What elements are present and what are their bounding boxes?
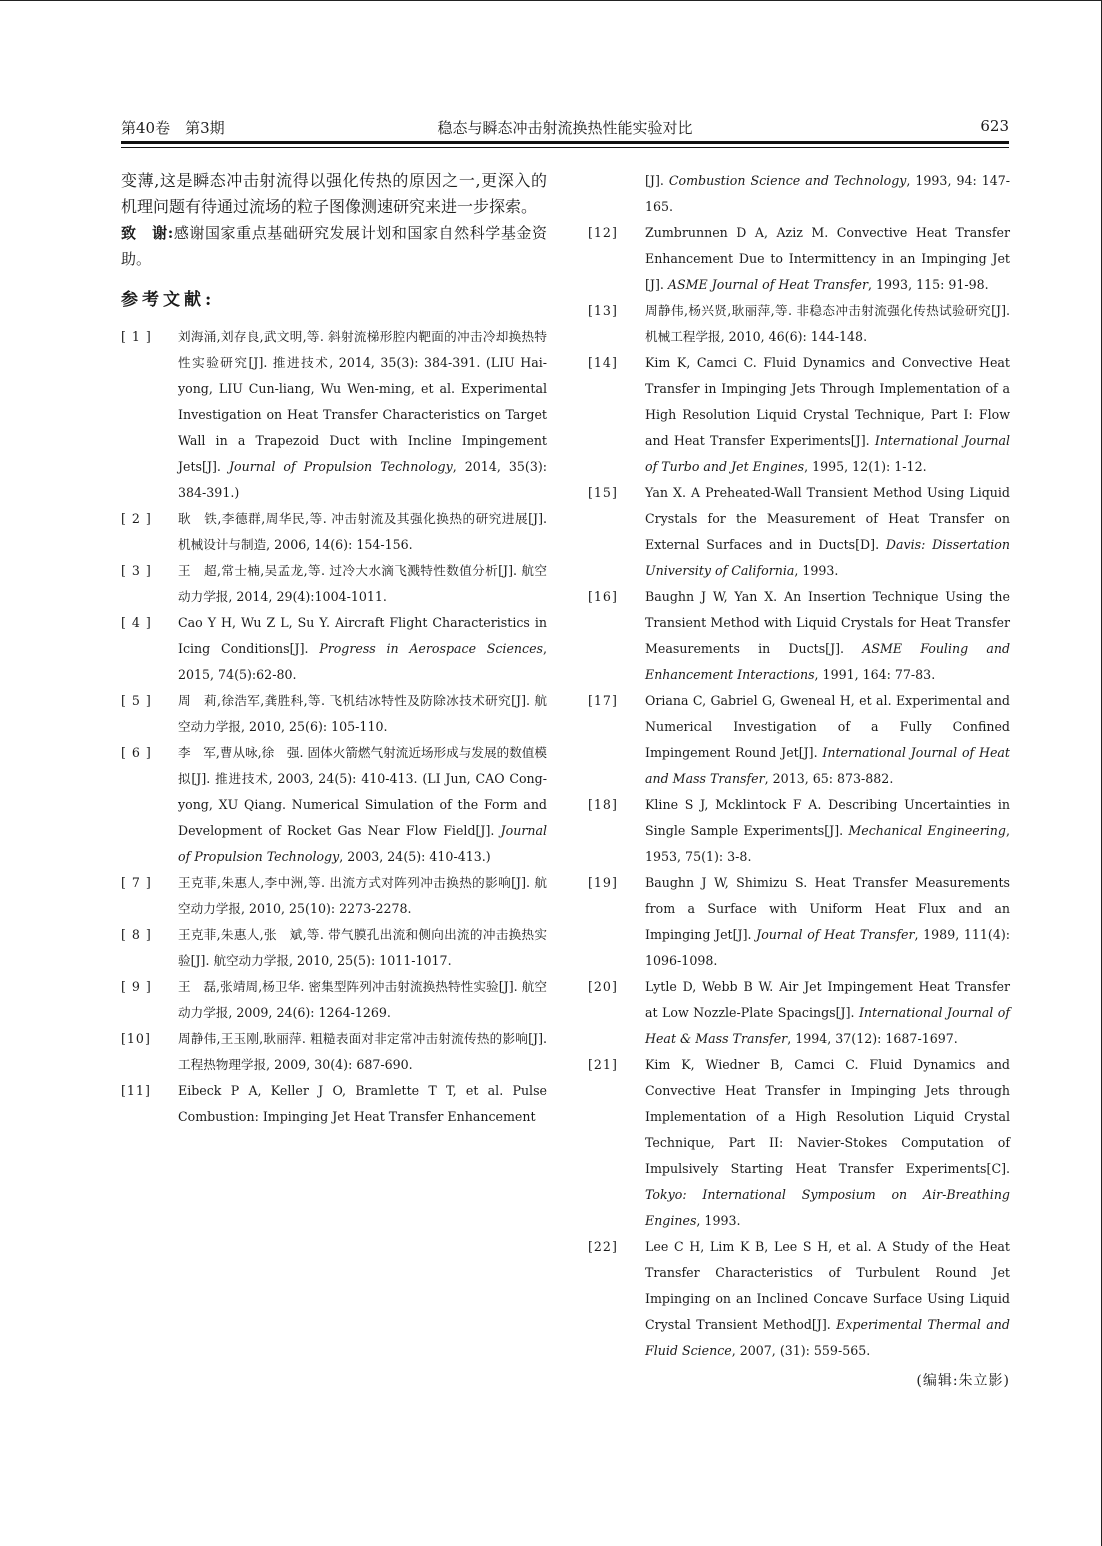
references-heading: 参考文献: (121, 290, 216, 310)
reference-item (121, 1026, 547, 1078)
reference-number: [13] (588, 303, 618, 318)
running-header (121, 117, 1009, 141)
reference-text: 周静伟,王玉刚,耿丽萍. 粗糙表面对非定常冲击射流传热的影响[J]. 工程热物理学报, 2009, 30(4): 687-690. (178, 1031, 547, 1072)
reference-item (121, 688, 547, 740)
reference-number: [15] (588, 485, 618, 500)
body-paragraph: 变薄,这是瞬态冲击射流得以强化传热的原因之一,更深入的机理问题有待通过流场的粒子图像测速研究来进一步探索。 (121, 171, 547, 216)
reference-item (121, 1078, 547, 1130)
reference-text: 周静伟,杨兴贤,耿丽萍,等. 非稳态冲击射流强化传热试验研究[J]. 机械工程学报, 2010, 46(6): 144-148. (645, 303, 1010, 344)
reference-item (588, 792, 1010, 870)
reference-text: 王 超,常士楠,吴孟龙,等. 过冷大水滴飞溅特性数值分析[J]. 航空动力学报, 2014, 29(4):1004-1011. (178, 563, 547, 604)
reference-number: [ 7 ] (121, 875, 152, 890)
reference-number: [ 3 ] (121, 563, 152, 578)
reference-item (121, 610, 547, 688)
reference-number: [ 8 ] (121, 927, 152, 942)
reference-number: [11] (121, 1083, 151, 1098)
page-number: 623 (980, 117, 1009, 135)
reference-number: [16] (588, 589, 618, 604)
reference-text: 王克菲,朱惠人,张 斌,等. 带气膜孔出流和侧向出流的冲击换热实验[J]. 航空动力学报, 2010, 25(5): 1011-1017. (178, 927, 547, 968)
reference-list-right (588, 220, 1010, 1364)
reference-number: [ 1 ] (121, 329, 152, 344)
reference-item (121, 870, 547, 922)
reference-text: 王 磊,张靖周,杨卫华. 密集型阵列冲击射流换热特性实验[J]. 航空动力学报, 2009, 24(6): 1264-1269. (178, 979, 547, 1020)
reference-list-left (121, 324, 547, 1130)
reference-number: [18] (588, 797, 618, 812)
reference-number: [20] (588, 979, 618, 994)
reference-number: [ 5 ] (121, 693, 152, 708)
reference-text: Baughn J W, Yan X. An Insertion Technique Using the Transient Method with Liquid Crystals for Heat Transfer Measurements in Ducts[J]. ASME Fouling and Enhancement Interactions, 1991, 164: 77-83. (645, 589, 1010, 682)
running-title: 稳态与瞬态冲击射流换热性能实验对比 (437, 119, 693, 137)
reference-item (121, 974, 547, 1026)
reference-item (588, 220, 1010, 298)
acknowledgement-label: 致 谢: (121, 224, 174, 242)
reference-number: [ 2 ] (121, 511, 152, 526)
reference-item (121, 740, 547, 870)
reference-text: Kim K, Wiedner B, Camci C. Fluid Dynamics and Convective Heat Transfer in Impinging Jets through Implementation of a High Resolution Liquid Crystal Technique, Part II: Navier-Stokes Computation of Impulsively Starting Heat Transfer Experiments[C]. Tokyo: International Symposium on Air-Breathing Engines, 1993. (645, 1057, 1010, 1228)
reference-item (121, 922, 547, 974)
reference-number: [17] (588, 693, 618, 708)
reference-text: Kim K, Camci C. Fluid Dynamics and Convective Heat Transfer in Impinging Jets Through Implementation of a High Resolution Liquid Crystal Technique, Part I: Flow and Heat Transfer Experiments[J]. International Journal of Turbo and Jet Engines, 1995, 12(1): 1-12. (645, 355, 1010, 474)
header-rule-thick (121, 141, 1009, 144)
reference-item (588, 298, 1010, 350)
reference-item (588, 870, 1010, 974)
reference-text: Cao Y H, Wu Z L, Su Y. Aircraft Flight Characteristics in Icing Conditions[J]. Progress in Aerospace Sciences, 2015, 74(5):62-80. (178, 615, 547, 682)
reference-number: [ 4 ] (121, 615, 152, 630)
reference-item (588, 350, 1010, 480)
editor-credit: (编辑:朱立影) (916, 1373, 1010, 1389)
reference-item (588, 1234, 1010, 1364)
reference-item (588, 1052, 1010, 1234)
reference-text: Baughn J W, Shimizu S. Heat Transfer Measurements from a Surface with Uniform Heat Flux and an Impinging Jet[J]. Journal of Heat Transfer, 1989, 111(4): 1096-1098. (645, 875, 1011, 968)
volume-issue: 第40卷 第3期 (121, 119, 225, 137)
reference-text: 耿 铁,李德群,周华民,等. 冲击射流及其强化换热的研究进展[J]. 机械设计与制造, 2006, 14(6): 154-156. (178, 511, 547, 552)
reference-text: Oriana C, Gabriel G, Gweneal H, et al. Experimental and Numerical Investigation of a Fully Confined Impingement Round Jet[J]. International Journal of Heat and Mass Transfer, 2013, 65: 873-882. (645, 693, 1010, 786)
acknowledgement (121, 220, 547, 272)
reference-text: Yan X. A Preheated-Wall Transient Method Using Liquid Crystals for the Measurement of Heat Transfer on External Surfaces and in Ducts[D]. Davis: Dissertation University of California, 1993. (645, 485, 1010, 578)
reference-text: 李 军,曹从咏,徐 强. 固体火箭燃气射流近场形成与发展的数值模拟[J]. 推进技术, 2003, 24(5): 410-413. (LI Jun, CAO Cong-yong, XU Qiang. Numerical Simulation of the Form and Development of Rocket Gas Near Flow Field[J]. Journal of Propulsion Technology, 2003, 24(5): 410-413.) (178, 745, 547, 864)
reference-text: 王克菲,朱惠人,李中洲,等. 出流方式对阵列冲击换热的影响[J]. 航空动力学报, 2010, 25(10): 2273-2278. (178, 875, 547, 916)
reference-text: 周 莉,徐浩军,龚胜科,等. 飞机结冰特性及防除冰技术研究[J]. 航空动力学报, 2010, 25(6): 105-110. (178, 693, 547, 734)
reference-number: [10] (121, 1031, 151, 1046)
reference-number: [22] (588, 1239, 618, 1254)
left-column (121, 168, 547, 1130)
reference-item (588, 974, 1010, 1052)
reference-text: Lytle D, Webb B W. Air Jet Impingement Heat Transfer at Low Nozzle-Plate Spacings[J]. International Journal of Heat & Mass Transfer, 1994, 37(12): 1687-1697. (645, 979, 1011, 1046)
reference-item (121, 558, 547, 610)
reference-number: [ 9 ] (121, 979, 152, 994)
reference-text: Eibeck P A, Keller J O, Bramlette T T, et al. Pulse Combustion: Impinging Jet Heat Transfer Enhancement (178, 1083, 547, 1124)
header-rule-thin (121, 147, 1009, 148)
reference-item (121, 506, 547, 558)
reference-text: Kline S J, Mcklintock F A. Describing Uncertainties in Single Sample Experiments[J]. Mechanical Engineering, 1953, 75(1): 3-8. (645, 797, 1010, 864)
reference-number: [12] (588, 225, 618, 240)
reference-number: [14] (588, 355, 618, 370)
reference-number: [19] (588, 875, 618, 890)
reference-11-continuation: [J]. Combustion Science and Technology, 1993, 94: 147-165. (645, 173, 1010, 214)
reference-text: Zumbrunnen D A, Aziz M. Convective Heat Transfer Enhancement Due to Intermittency in an Impinging Jet [J]. ASME Journal of Heat Transfer, 1993, 115: 91-98. (645, 225, 1010, 292)
reference-item (121, 324, 547, 506)
acknowledgement-text: 感谢国家重点基础研究发展计划和国家自然科学基金资助。 (121, 224, 547, 268)
reference-item (588, 584, 1010, 688)
reference-text: Lee C H, Lim K B, Lee S H, et al. A Study of the Heat Transfer Characteristics of Turbulent Round Jet Impinging on an Inclined Concave Surface Using Liquid Crystal Transient Method[J]. Experimental Thermal and Fluid Science, 2007, (31): 559-565. (645, 1239, 1010, 1358)
reference-item (588, 480, 1010, 584)
page-edge-top (0, 0, 1102, 1)
reference-item (588, 688, 1010, 792)
reference-number: [21] (588, 1057, 618, 1072)
right-column (588, 168, 1010, 1394)
reference-text: 刘海涌,刘存良,武文明,等. 斜射流梯形腔内靶面的冲击冷却换热特性实验研究[J]. 推进技术, 2014, 35(3): 384-391. (LIU Hai-yong, LIU Cun-liang, Wu Wen-ming, et al. Experimental Investigation on Heat Transfer Characteristics on Target Wall in a Trapezoid Duct with Incline Impingement Jets[J]. Journal of Propulsion Technology, 2014, 35(3): 384-391.) (178, 329, 547, 500)
reference-number: [ 6 ] (121, 745, 152, 760)
